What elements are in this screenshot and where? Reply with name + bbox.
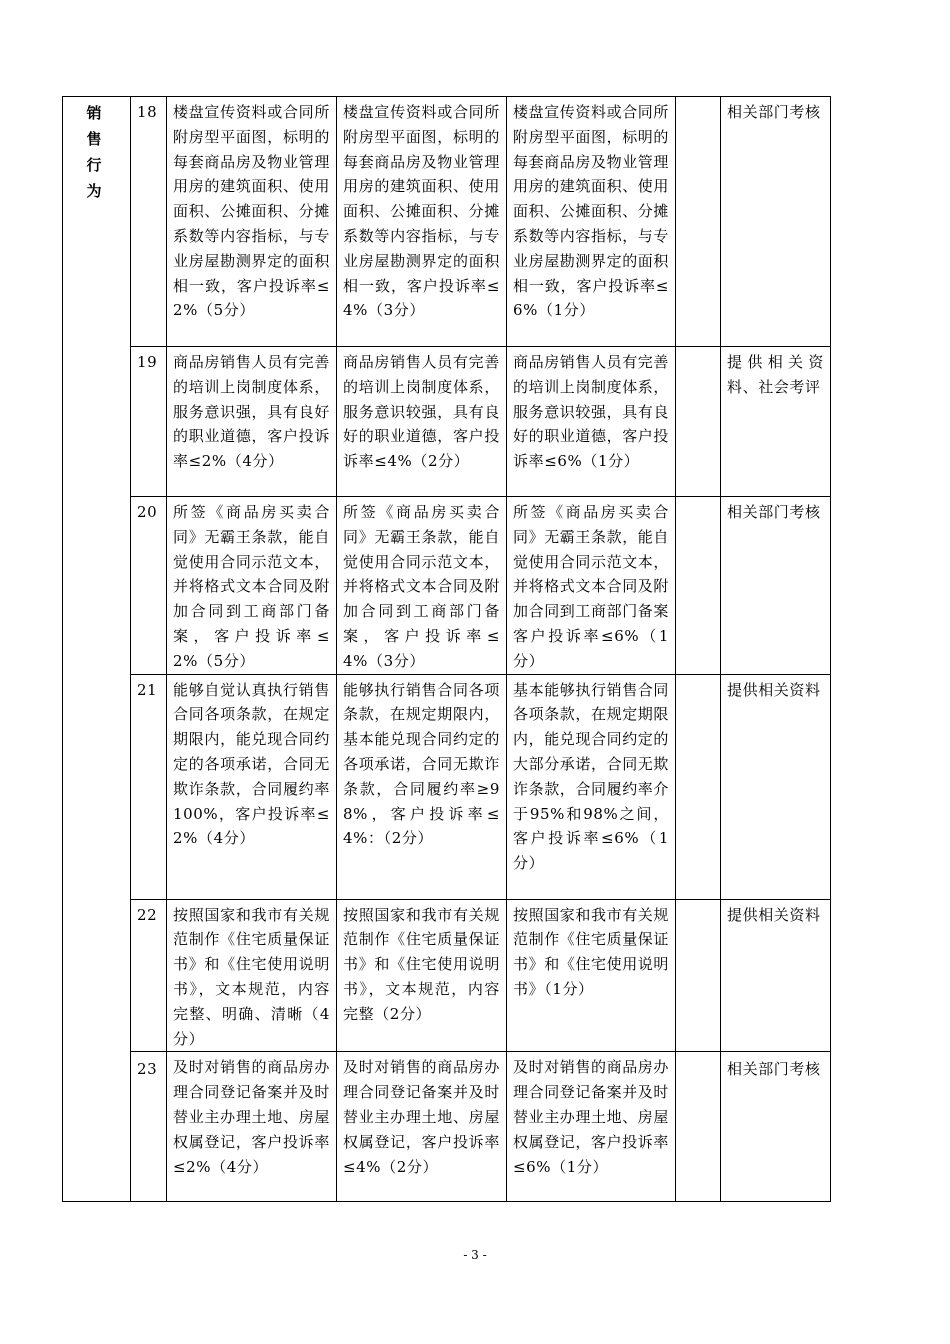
criteria-level-3: 及时对销售的商品房办理合同登记备案并及时替业主办理土地、房屋权属登记，客户投诉率≤6%（1分）	[507, 1052, 676, 1202]
evaluation-table	[62, 96, 831, 1202]
row-number: 23	[131, 1052, 167, 1202]
row-number: 22	[131, 899, 167, 1052]
blank-cell	[676, 1052, 721, 1202]
assessment-note: 提供相关资料、社会考评	[721, 347, 831, 497]
assessment-note: 相关部门考核	[721, 497, 831, 675]
blank-cell	[676, 347, 721, 497]
blank-cell	[676, 899, 721, 1052]
category-cell	[63, 97, 131, 1202]
criteria-level-3: 楼盘宣传资料或合同所附房型平面图，标明的每套商品房及物业管理用房的建筑面积、使用面积、公摊面积、分摊系数等内容指标，与专业房屋勘测界定的面积相一致，客户投诉率≤6%（1分）	[507, 97, 676, 347]
table-row	[63, 347, 831, 497]
criteria-level-2: 商品房销售人员有完善的培训上岗制度体系，服务意识较强，具有良好的职业道德，客户投诉率≤4%（2分）	[337, 347, 507, 497]
assessment-note: 提供相关资料	[721, 899, 831, 1052]
table-row	[63, 97, 831, 347]
criteria-level-3: 按照国家和我市有关规范制作《住宅质量保证书》和《住宅使用说明书》（1分）	[507, 899, 676, 1052]
criteria-level-3: 商品房销售人员有完善的培训上岗制度体系，服务意识较强，具有良好的职业道德，客户投诉率≤6%（1分）	[507, 347, 676, 497]
criteria-level-1: 能够自觉认真执行销售合同各项条款，在规定期限内，能兑现合同约定的各项承诺，合同无欺诈条款，合同履约率100%，客户投诉率≤ 2%（4分）	[167, 674, 337, 899]
assessment-note: 相关部门考核	[721, 97, 831, 347]
criteria-level-1: 所签《商品房买卖合同》无霸王条款，能自觉使用合同示范文本，并将格式文本合同及附加合同到工商部门备案，客户投诉率≤2%（5分）	[167, 497, 337, 675]
assessment-note: 提供相关资料	[721, 674, 831, 899]
criteria-level-1: 商品房销售人员有完善的培训上岗制度体系，服务意识强，具有良好的职业道德，客户投诉率≤2%（4分）	[167, 347, 337, 497]
row-number: 19	[131, 347, 167, 497]
row-number: 20	[131, 497, 167, 675]
criteria-level-3: 基本能够执行销售合同各项条款，在规定期限内，能兑现合同约定的大部分承诺，合同无欺诈条款，合同履约率介于95%和98%之间，客户投诉率≤6%（1分）	[507, 674, 676, 899]
criteria-level-3: 所签《商品房买卖合同》无霸王条款，能自觉使用合同示范文本，并将格式文本合同及附加合同到工商部门备案客户投诉率≤6%（1分）	[507, 497, 676, 675]
blank-cell	[676, 497, 721, 675]
page-number: - 3 -	[463, 1248, 487, 1262]
table-row	[63, 674, 831, 899]
table-row	[63, 1052, 831, 1202]
assessment-note: 相关部门考核	[721, 1052, 831, 1202]
criteria-level-1: 楼盘宣传资料或合同所附房型平面图，标明的每套商品房及物业管理用房的建筑面积、使用面积、公摊面积、分摊系数等内容指标，与专业房屋勘测界定的面积相一致，客户投诉率≤2%（5分）	[167, 97, 337, 347]
category-label: 销售行为	[86, 104, 102, 200]
table-row	[63, 497, 831, 675]
blank-cell	[676, 97, 721, 347]
criteria-level-2: 所签《商品房买卖合同》无霸王条款，能自觉使用合同示范文本，并将格式文本合同及附加合同到工商部门备案，客户投诉率≤4%（3分）	[337, 497, 507, 675]
blank-cell	[676, 674, 721, 899]
row-number: 21	[131, 674, 167, 899]
criteria-level-2: 按照国家和我市有关规范制作《住宅质量保证书》和《住宅使用说明书》，文本规范，内容完整（2分）	[337, 899, 507, 1052]
criteria-level-2: 楼盘宣传资料或合同所附房型平面图，标明的每套商品房及物业管理用房的建筑面积、使用面积、公摊面积、分摊系数等内容指标，与专业房屋勘测界定的面积相一致，客户投诉率≤4%（3分）	[337, 97, 507, 347]
criteria-level-2: 及时对销售的商品房办理合同登记备案并及时替业主办理土地、房屋权属登记，客户投诉率≤4%（2分）	[337, 1052, 507, 1202]
row-number: 18	[131, 97, 167, 347]
criteria-level-2: 能够执行销售合同各项条款，在规定期限内，基本能兑现合同约定的各项承诺，合同无欺诈条款，合同履约率≥98%，客户投诉率≤4%：（2分）	[337, 674, 507, 899]
table-row	[63, 899, 831, 1052]
criteria-level-1: 及时对销售的商品房办理合同登记备案并及时替业主办理土地、房屋权属登记，客户投诉率≤2%（4分）	[167, 1052, 337, 1202]
criteria-level-1: 按照国家和我市有关规范制作《住宅质量保证书》和《住宅使用说明书》，文本规范，内容完整、明确、清晰（4分）	[167, 899, 337, 1052]
